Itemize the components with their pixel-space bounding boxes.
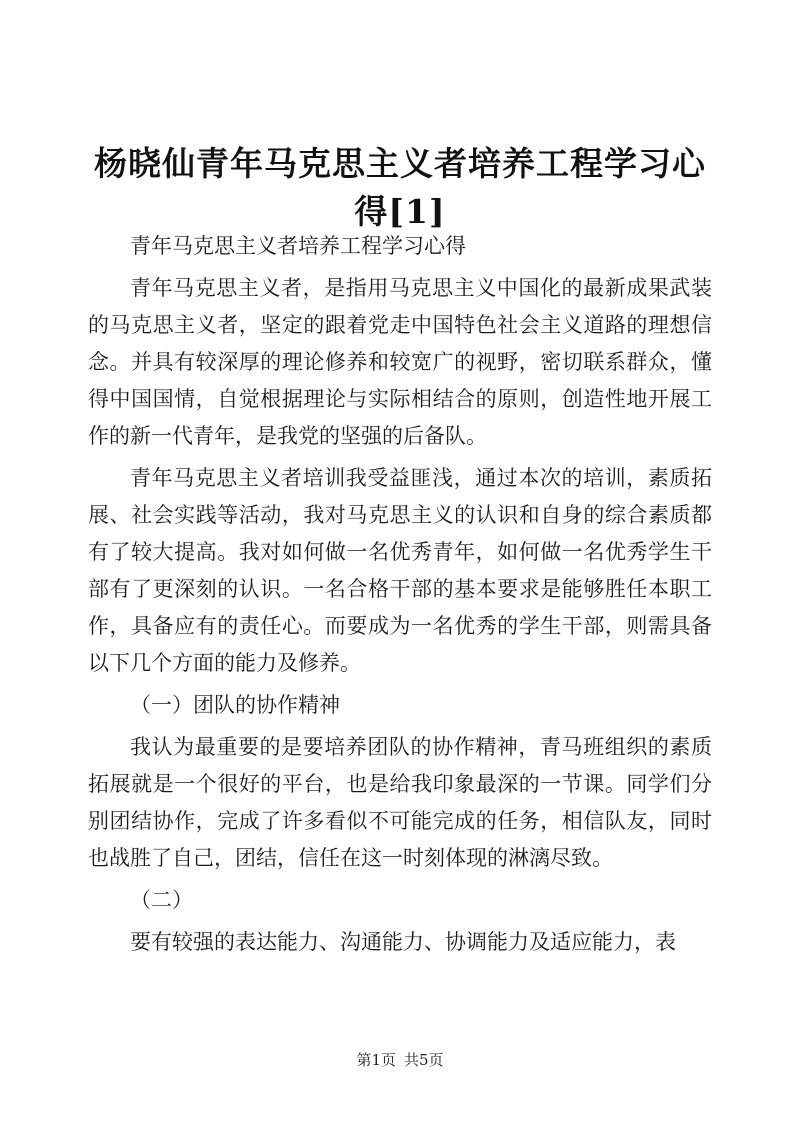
- page-footer: [0, 1049, 800, 1070]
- subtitle-paragraph: 青年马克思主义者培养工程学习心得: [130, 234, 466, 258]
- body-paragraph: 青年马克思主义者培训我受益匪浅，通过本次的培训，素质拓展、社会实践等活动，我对马克思主义的认识和自身的综合素质都有了较大提高。我对如何做一名优秀青年，如何做一名优秀学生干部有了更深刻的认识。一名合格干部的基本要求是能够胜任本职工作，具备应有的责任心。而要成为一名优秀的学生干部，则需具备以下几个方面的能力及修养。: [88, 466, 712, 675]
- body-paragraph: 要有较强的表达能力、沟通能力、协调能力及适应能力，表: [130, 930, 676, 954]
- document-title: 杨晓仙青年马克思主义者培养工程学习心得[1]: [94, 144, 706, 231]
- page-number: 第1页: [356, 1051, 396, 1069]
- document-body: [88, 228, 712, 966]
- section-heading: （一）团队的协作精神: [130, 693, 340, 717]
- body-paragraph: 我认为最重要的是要培养团队的协作精神，青马班组织的素质拓展就是一个很好的平台，也是给我印象最深的一节课。同学们分别团结协作，完成了许多看似不可能完成的任务，相信队友，同时也战胜了自己，团结，信任在这一时刻体现的淋漓尽致。: [88, 735, 712, 870]
- section-heading: （二）: [130, 888, 193, 912]
- body-paragraph: 青年马克思主义者，是指用马克思主义中国化的最新成果武装的马克思主义者，坚定的跟着党走中国特色社会主义道路的理想信念。并具有较深厚的理论修养和较宽广的视野，密切联系群众，懂得中国国情，自觉根据理论与实际相结合的原则，创造性地开展工作的新一代青年，是我党的坚强的后备队。: [88, 276, 712, 448]
- page-total: 共5页: [404, 1051, 444, 1069]
